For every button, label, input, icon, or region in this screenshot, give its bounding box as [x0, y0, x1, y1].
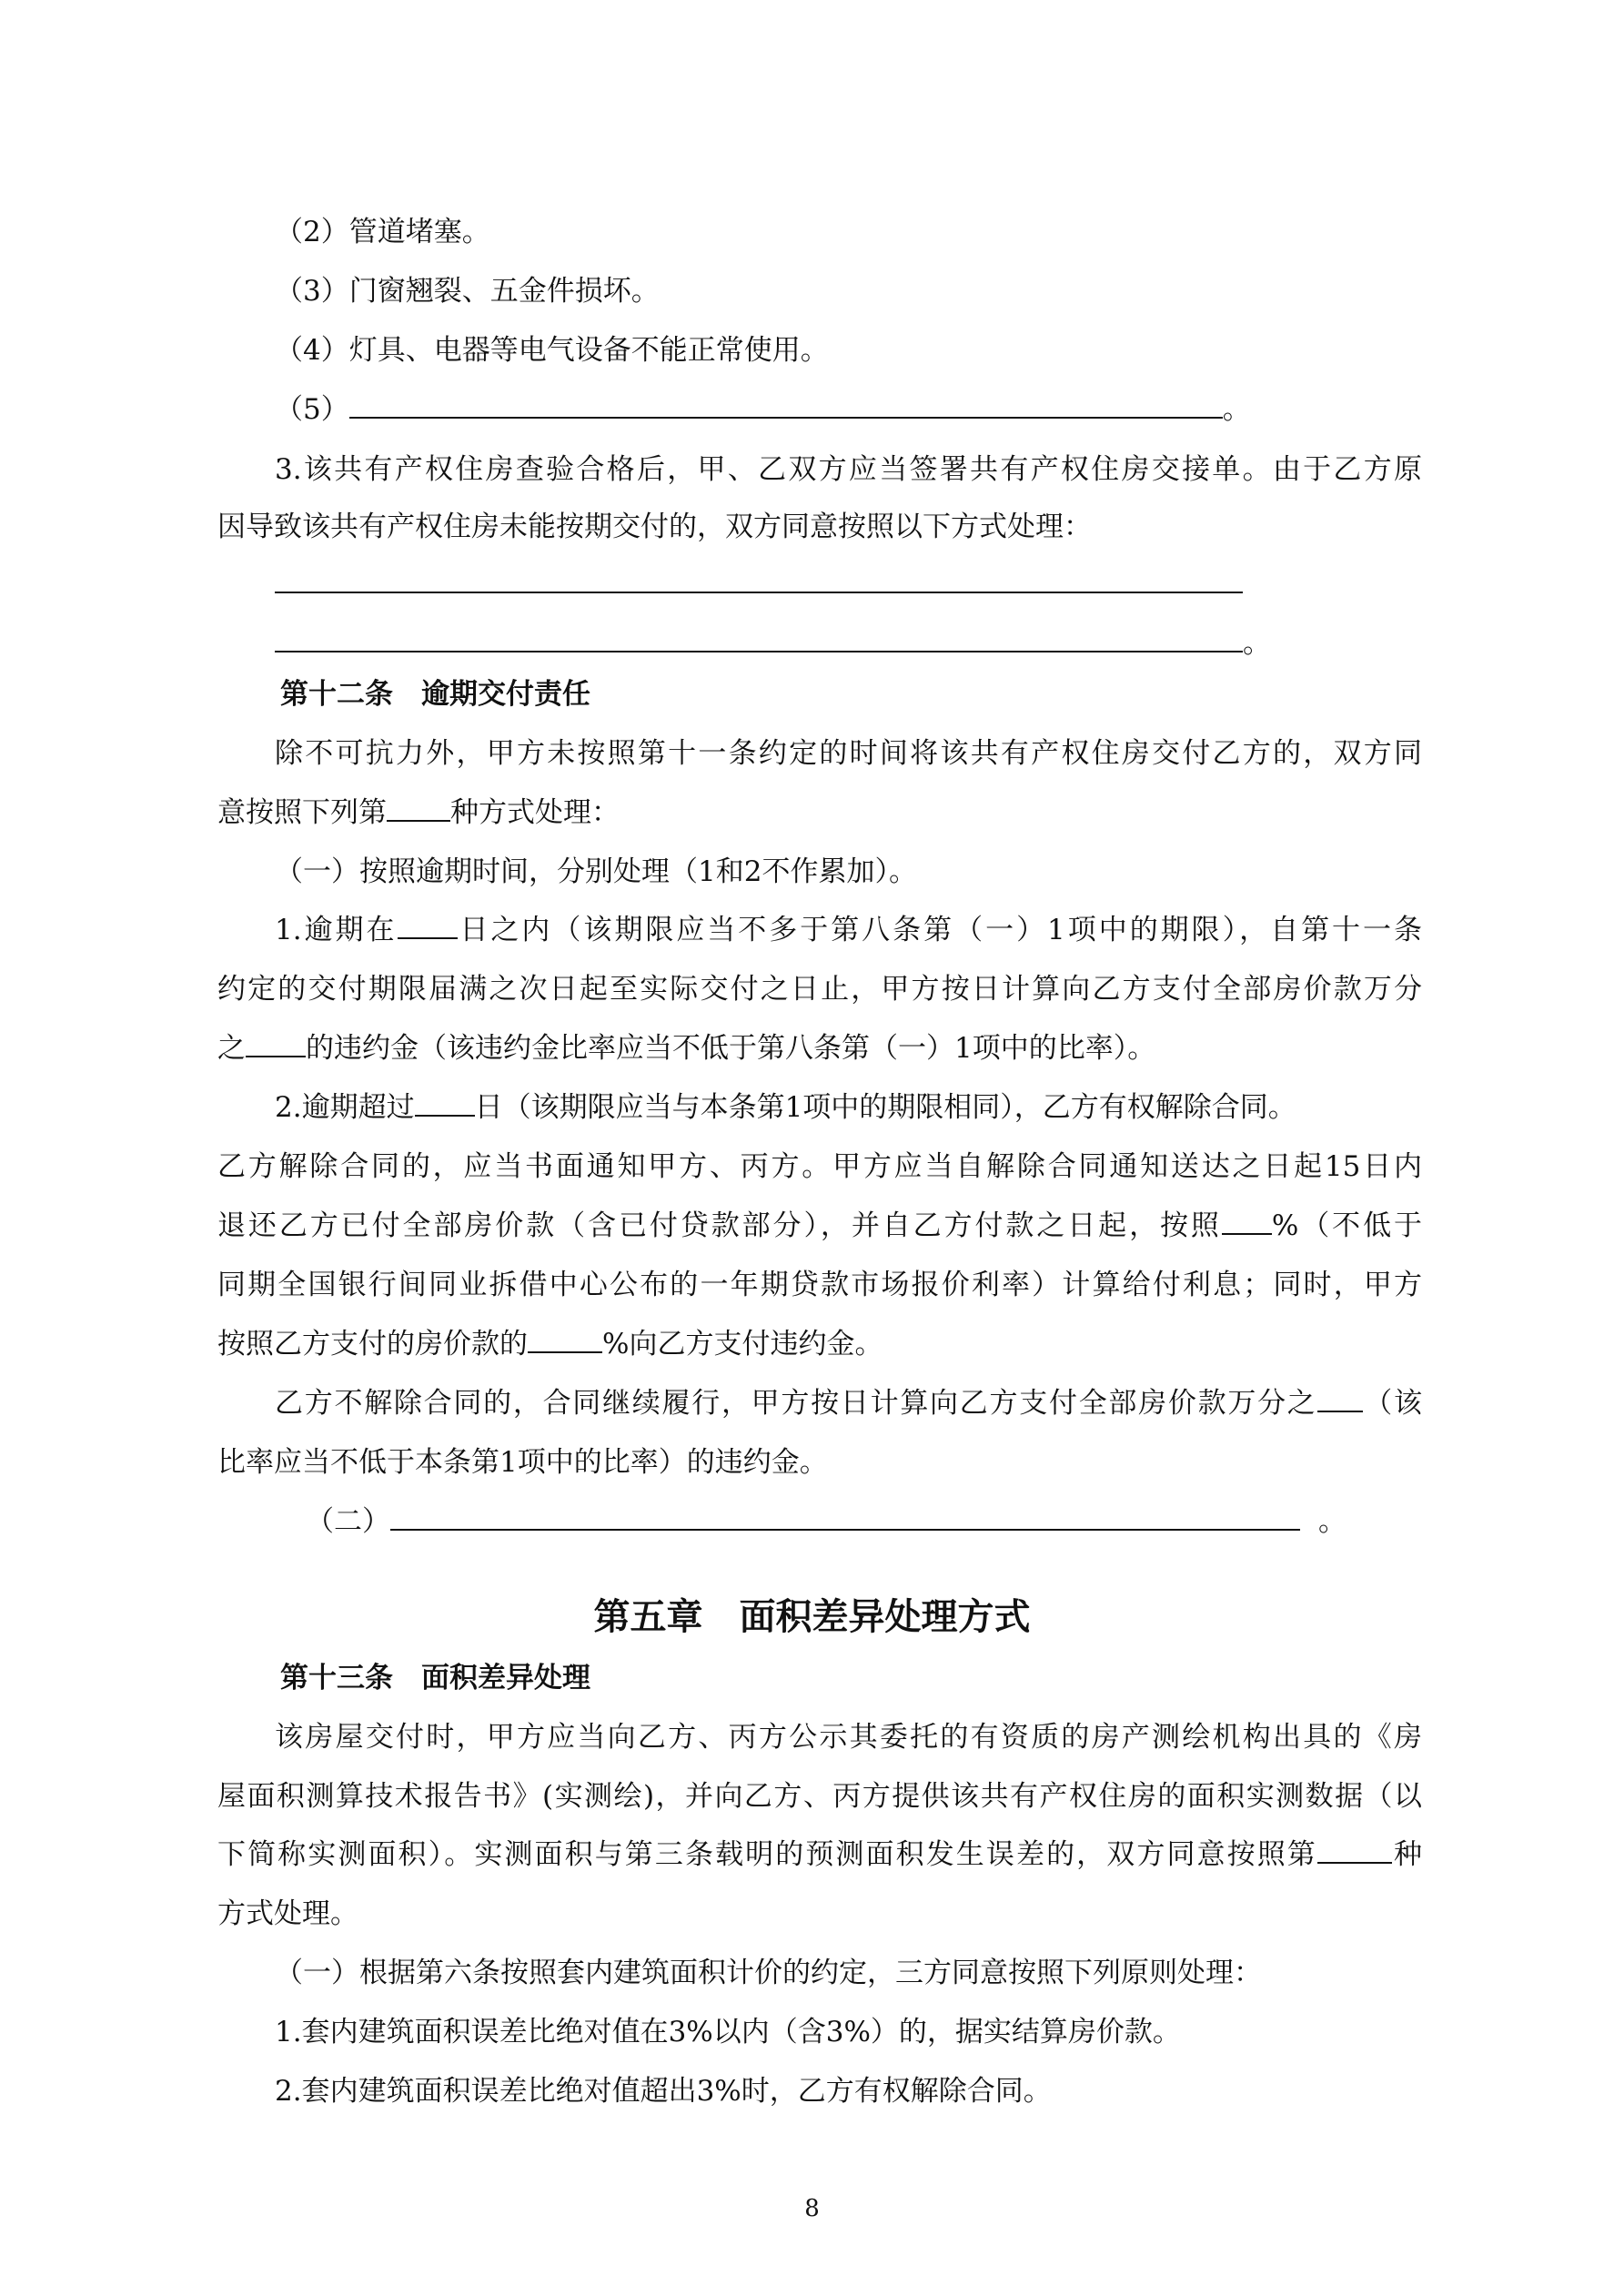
paragraph-line	[217, 1028, 1422, 1068]
paragraph-line: 3.该共有产权住房查验合格后，甲、乙双方应当签署共有产权住房交接单。由于乙方原	[275, 453, 1422, 486]
text: %向乙方支付违约金。	[602, 1328, 883, 1360]
text: 日（该期限应当与本条第1项中的期限相同），乙方有权解除合同。	[474, 1091, 1296, 1124]
text: 。	[1243, 627, 1271, 660]
paragraph-line: 乙方解除合同的，应当书面通知甲方、丙方。甲方应当自解除合同通知送达之日起15日内	[217, 1150, 1422, 1183]
list-item	[275, 389, 1422, 430]
paragraph-line	[275, 1383, 1422, 1423]
paragraph-line: 因导致该共有产权住房未能按期交付的，双方同意按照以下方式处理：	[217, 511, 1092, 543]
text: 之	[217, 1032, 246, 1065]
section-heading: 第十三条 面积差异处理	[280, 1662, 590, 1694]
paragraph-line	[217, 1324, 1422, 1364]
chapter-title: 第五章 面积差异处理方式	[593, 1595, 1031, 1638]
text: 日之内（该期限应当不多于第八条第（一）1项中的期限），自第十一条	[457, 914, 1422, 946]
text: 退还乙方已付全部房价款（含已付贷款部分），并自乙方付款之日起，按照	[217, 1209, 1222, 1242]
paragraph-line: 同期全国银行间同业拆借中心公布的一年期贷款市场报价利率）计算给付利息；同时，甲方	[217, 1269, 1422, 1301]
paragraph-line: 该房屋交付时，甲方应当向乙方、丙方公示其委托的有资质的房产测绘机构出具的《房	[275, 1721, 1422, 1754]
paragraph-line: 方式处理。	[217, 1897, 358, 1930]
paragraph-line: 约定的交付期限届满之次日起至实际交付之日止，甲方按日计算向乙方支付全部房价款万分	[217, 973, 1422, 1006]
blank-line[interactable]	[275, 564, 1422, 604]
list-item: （2）管道堵塞。	[275, 216, 490, 248]
paragraph-line	[275, 910, 1422, 950]
section-heading: 第十二条 逾期交付责任	[280, 678, 590, 711]
text: 乙方不解除合同的，合同继续履行，甲方按日计算向乙方支付全部房价款万分之	[275, 1387, 1317, 1420]
text: 下简称实测面积）。实测面积与第三条载明的预测面积发生误差的，双方同意按照第	[217, 1838, 1317, 1871]
text: 种方式处理：	[450, 796, 620, 829]
text: （该	[1362, 1387, 1423, 1420]
blank-field[interactable]	[1222, 1208, 1272, 1235]
paragraph-line	[217, 1835, 1422, 1875]
text: 2.逾期超过	[275, 1091, 415, 1124]
blank-line[interactable]	[275, 623, 1422, 663]
paragraph-line	[217, 793, 1422, 833]
blank-field[interactable]	[528, 1326, 602, 1353]
list-item: （3）门窗翘裂、五金件损坏。	[275, 275, 660, 308]
text: （二）	[306, 1505, 390, 1538]
page-number: 8	[804, 2195, 820, 2222]
paragraph-line: 屋面积测算技术报告书》(实测绘)，并向乙方、丙方提供该共有产权住房的面积实测数据（以	[217, 1780, 1422, 1813]
blank-field[interactable]	[349, 391, 1223, 419]
paragraph-line: 1.套内建筑面积误差比绝对值在3%以内（含3%）的，据实结算房价款。	[275, 2016, 1181, 2048]
blank-field[interactable]	[398, 912, 458, 939]
text: （5）	[275, 393, 349, 426]
blank-field[interactable]	[387, 794, 450, 822]
paragraph-line: 比率应当不低于本条第1项中的比率）的违约金。	[217, 1446, 828, 1479]
text: 1.逾期在	[275, 914, 398, 946]
text: 。	[1318, 1505, 1347, 1538]
blank-field[interactable]	[1317, 1385, 1363, 1412]
blank-field[interactable]	[246, 1030, 306, 1057]
text: 按照乙方支付的房价款的	[217, 1328, 528, 1360]
text: 种	[1391, 1838, 1422, 1871]
text: %（不低于	[1271, 1209, 1422, 1242]
blank-field[interactable]	[390, 1503, 1300, 1531]
paragraph-line	[275, 1087, 1422, 1128]
paragraph-line: 除不可抗力外，甲方未按照第十一条约定的时间将该共有产权住房交付乙方的，双方同	[275, 737, 1422, 770]
blank-field[interactable]	[415, 1089, 475, 1117]
text: 。	[1222, 393, 1251, 426]
list-item: （4）灯具、电器等电气设备不能正常使用。	[275, 334, 829, 367]
paragraph-line: （一）按照逾期时间，分别处理（1和2不作累加）。	[275, 855, 917, 888]
paragraph-line: 2.套内建筑面积误差比绝对值超出3%时，乙方有权解除合同。	[275, 2075, 1052, 2108]
text: 意按照下列第	[217, 796, 387, 829]
paragraph-line	[217, 1206, 1422, 1246]
text: 的违约金（该违约金比率应当不低于第八条第（一）1项中的比率）。	[306, 1032, 1156, 1065]
list-item	[306, 1502, 1422, 1542]
blank-field[interactable]	[1317, 1836, 1392, 1864]
paragraph-line: （一）根据第六条按照套内建筑面积计价的约定，三方同意按照下列原则处理：	[275, 1957, 1262, 1989]
